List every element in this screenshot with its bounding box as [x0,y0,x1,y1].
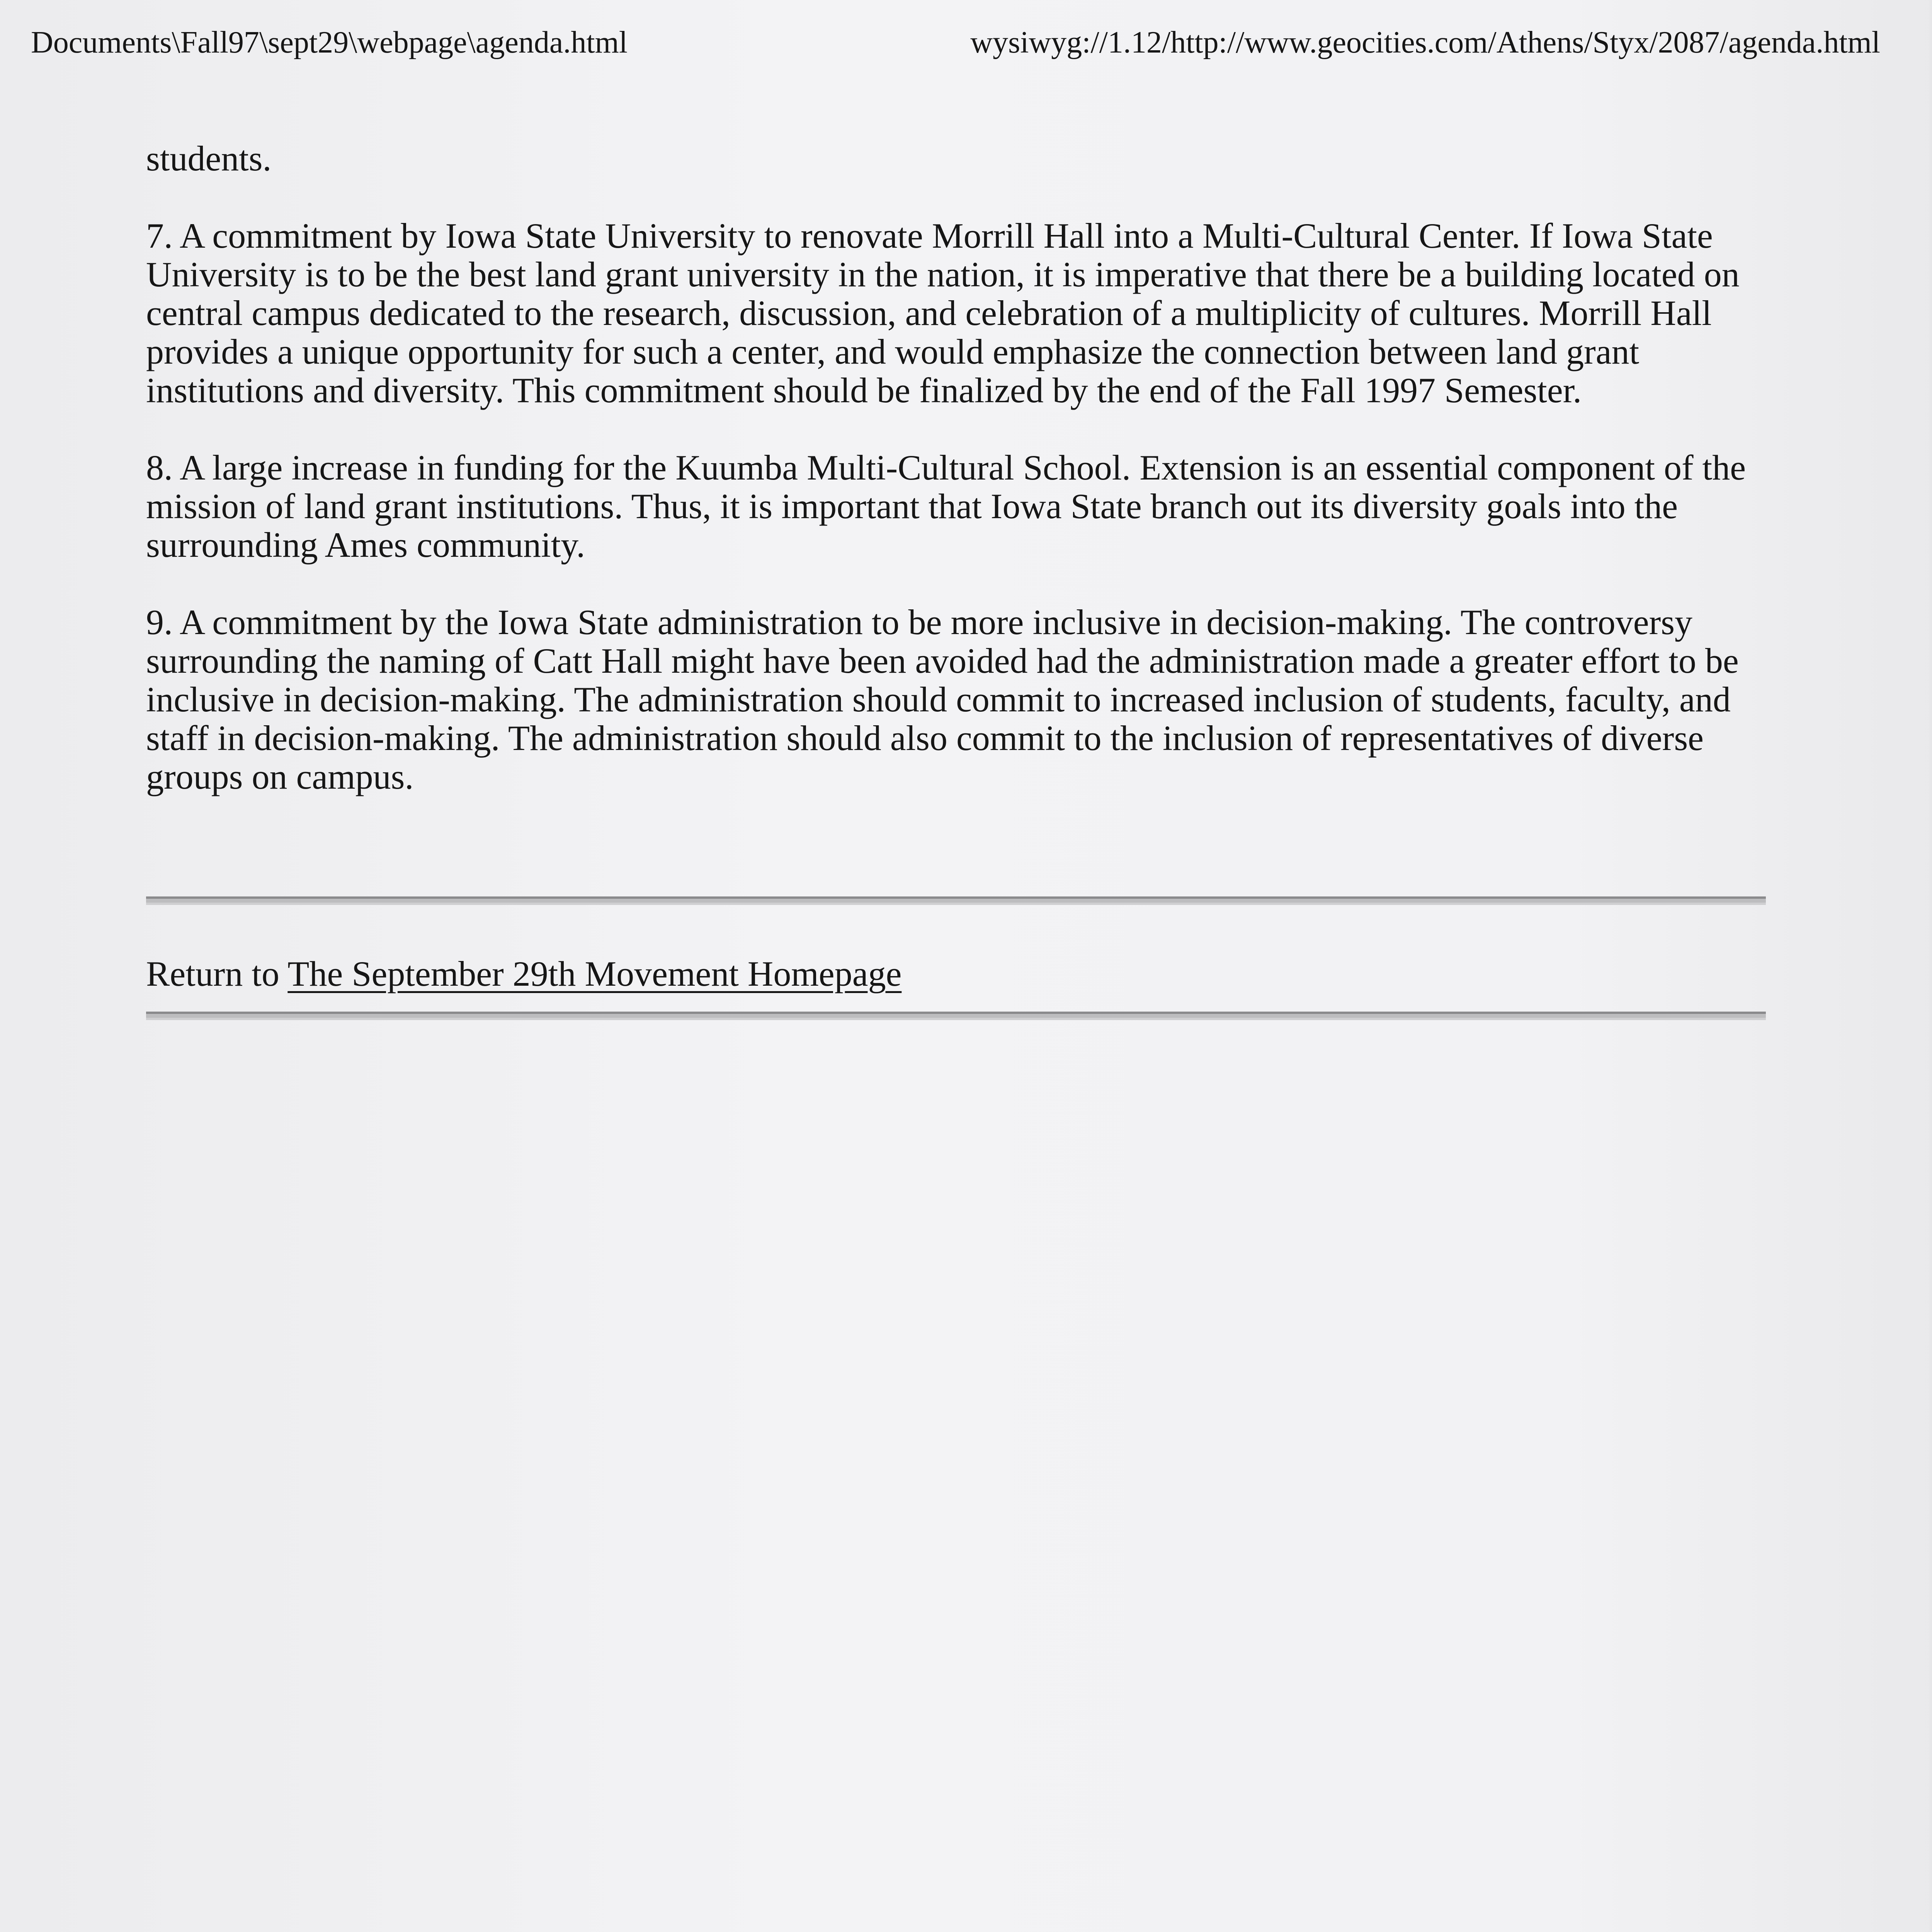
horizontal-rule-top [146,896,1766,905]
header-url: wysiwyg://1.12/http://www.geocities.com/Athens/Styx/2087/agenda.html [970,26,1880,60]
scan-edge-shadow [1929,0,1932,1932]
return-prefix: Return to [146,954,288,993]
agenda-content [146,139,1769,835]
return-line [146,954,901,993]
homepage-link[interactable]: The September 29th Movement Homepage [287,954,902,993]
agenda-item-9: 9. A commitment by the Iowa State administration to be more inclusive in decision-making. The controversy surrounding the naming of Catt Hall might have been avoided had the administration made a greater effort to be inclusive in decision-making. The administration should commit to increased inclusion of students, faculty, and staff in decision-making. The administration should also commit to the inclusion of representatives of diverse groups on campus. [146,602,1739,796]
header-file-path: Documents\Fall97\sept29\webpage\agenda.html [31,26,628,60]
agenda-item-7: 7. A commitment by Iowa State University to renovate Morrill Hall into a Multi-Cultural Center. If Iowa State University is to be the best land grant university in the nation, it is imperative that there be a building located on central campus dedicated to the research, discussion, and celebration of a multiplicity of cultures. Morrill Hall provides a unique opportunity for such a center, and would emphasize the connection between land grant institutions and diversity. This commitment should be finalized by the end of the Fall 1997 Semester. [146,216,1740,410]
horizontal-rule-bottom [146,1012,1766,1020]
continuation-text: students. [146,139,272,178]
agenda-item-8: 8. A large increase in funding for the Kuumba Multi-Cultural School. Extension is an essential component of the mission of land grant institutions. Thus, it is important that Iowa State branch out its diversity goals into the surrounding Ames community. [146,448,1746,565]
